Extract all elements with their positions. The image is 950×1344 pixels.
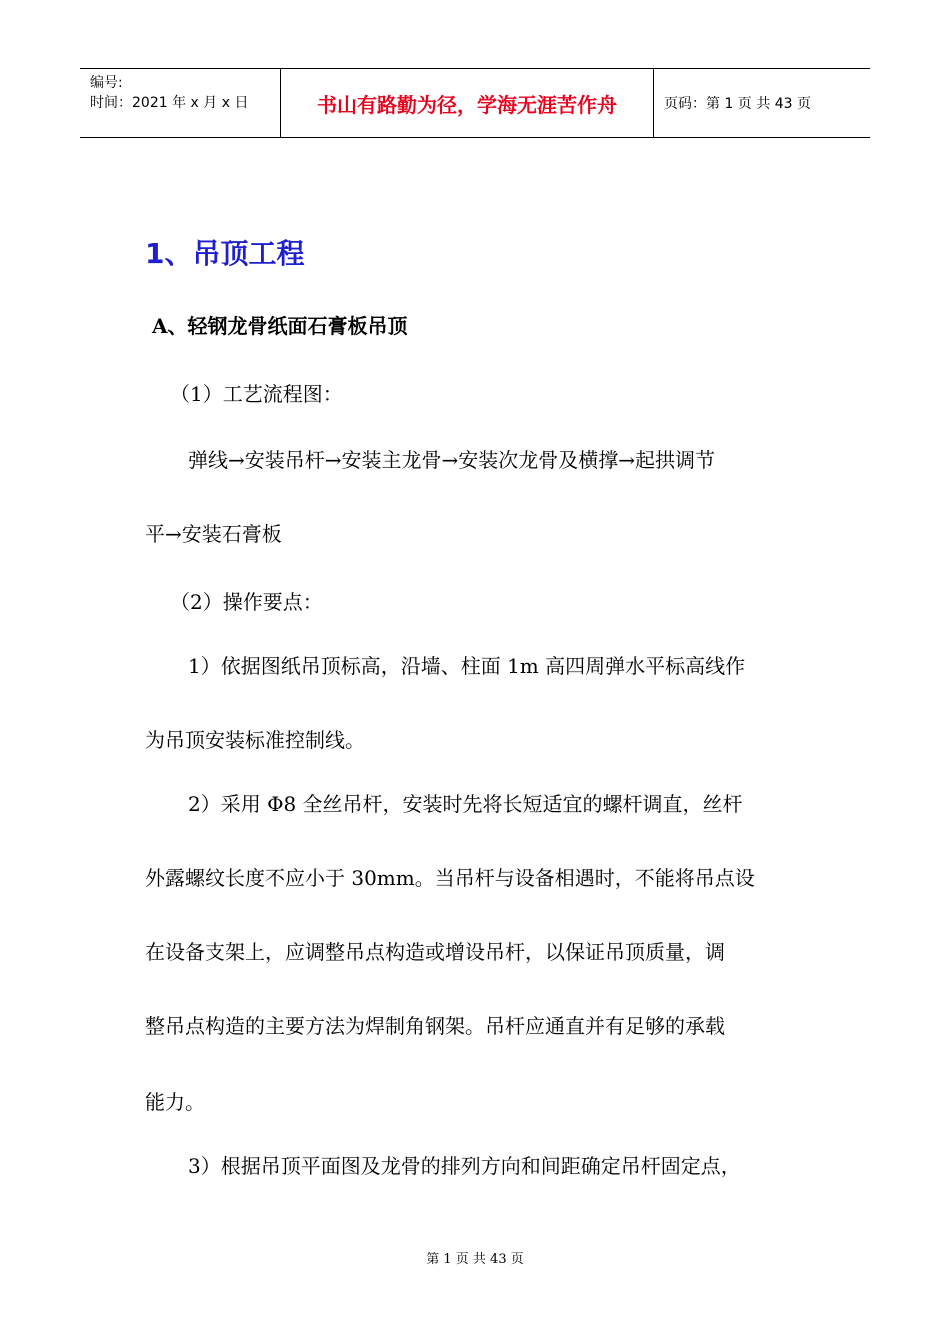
paragraph-line: 在设备支架上，应调整吊点构造或增设吊杆，以保证吊顶质量，调 xyxy=(145,940,725,964)
paragraph-line: 弹线→安装吊杆→安装主龙骨→安装次龙骨及横撑→起拱调节 xyxy=(188,448,716,472)
paragraph-line: 能力。 xyxy=(145,1090,205,1114)
paragraph-line: 为吊顶安装标准控制线。 xyxy=(145,728,365,752)
header-page-info: 页码：第 1 页 共 43 页 xyxy=(664,96,811,112)
header-meta xyxy=(80,69,281,137)
paragraph-line: （1）工艺流程图： xyxy=(170,382,343,406)
paragraph-line: （2）操作要点： xyxy=(170,590,323,614)
section-heading: A、轻钢龙骨纸面石膏板吊顶 xyxy=(152,314,408,338)
paragraph-line: 平→安装石膏板 xyxy=(145,522,282,546)
header-motto: 书山有路勤为径，学海无涯苦作舟 xyxy=(281,69,654,137)
document-date: 时间：2021 年 x 月 x 日 xyxy=(90,95,249,111)
paragraph-line: 整吊点构造的主要方法为焊制角钢架。吊杆应通直并有足够的承载 xyxy=(145,1014,725,1038)
document-title: 1、吊顶工程 xyxy=(145,237,305,270)
paragraph-line: 2）采用 Φ8 全丝吊杆，安装时先将长短适宜的螺杆调直，丝杆 xyxy=(188,792,743,816)
paragraph-line: 外露螺纹长度不应小于 30mm。当吊杆与设备相遇时，不能将吊点设 xyxy=(145,866,755,890)
paragraph-line: 3）根据吊顶平面图及龙骨的排列方向和间距确定吊杆固定点， xyxy=(188,1154,741,1178)
page-header xyxy=(80,68,870,138)
paragraph-line: 1）依据图纸吊顶标高，沿墙、柱面 1m 高四周弹水平标高线作 xyxy=(188,654,746,678)
page-footer: 第 1 页 共 43 页 xyxy=(426,1252,524,1267)
document-number-label: 编号: xyxy=(90,75,123,91)
